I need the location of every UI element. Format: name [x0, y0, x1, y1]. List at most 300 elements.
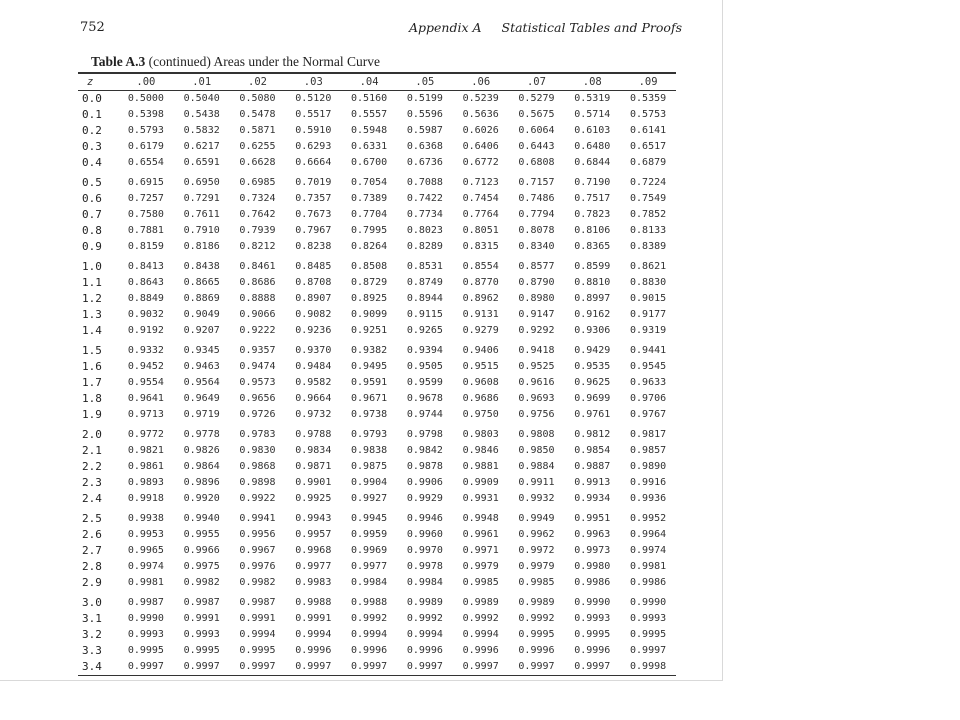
z-value-cell: 1.1: [82, 275, 102, 289]
area-value-cell: 0.9564: [183, 376, 220, 388]
area-value-cell: 0.9706: [630, 392, 667, 404]
area-value-cell: 0.9989: [406, 596, 443, 608]
area-value-cell: 0.7580: [127, 208, 164, 220]
area-value-cell: 0.9463: [183, 360, 220, 372]
area-value-cell: 0.8770: [462, 276, 499, 288]
area-value-cell: 0.9997: [406, 660, 443, 672]
area-value-cell: 0.8599: [574, 260, 611, 272]
area-value-cell: 0.9664: [295, 392, 332, 404]
table-row: [78, 322, 676, 338]
area-value-cell: 0.9918: [127, 492, 164, 504]
area-value-cell: 0.9744: [406, 408, 443, 420]
area-value-cell: 0.8749: [406, 276, 443, 288]
area-value-cell: 0.9838: [351, 444, 388, 456]
area-value-cell: 0.5438: [183, 108, 220, 120]
area-value-cell: 0.9913: [574, 476, 611, 488]
area-value-cell: 0.7881: [127, 224, 164, 236]
area-value-cell: 0.7852: [630, 208, 667, 220]
z-value-cell: 0.5: [82, 175, 102, 189]
area-value-cell: 0.9826: [183, 444, 220, 456]
area-value-cell: 0.9554: [127, 376, 164, 388]
area-value-cell: 0.9783: [239, 428, 276, 440]
area-value-cell: 0.9875: [351, 460, 388, 472]
area-value-cell: 0.9932: [518, 492, 555, 504]
area-value-cell: 0.8907: [295, 292, 332, 304]
area-value-cell: 0.7389: [351, 192, 388, 204]
area-value-cell: 0.9997: [518, 660, 555, 672]
area-value-cell: 0.9994: [462, 628, 499, 640]
running-head: [409, 20, 682, 35]
area-value-cell: 0.9871: [295, 460, 332, 472]
area-value-cell: 0.8485: [295, 260, 332, 272]
area-value-cell: 0.7611: [183, 208, 220, 220]
area-value-cell: 0.9959: [351, 528, 388, 540]
area-value-cell: 0.9015: [630, 292, 667, 304]
area-value-cell: 0.9962: [518, 528, 555, 540]
area-value-cell: 0.9793: [351, 428, 388, 440]
area-value-cell: 0.9345: [183, 344, 220, 356]
z-value-cell: 1.9: [82, 407, 102, 421]
z-value-cell: 2.2: [82, 459, 102, 473]
area-value-cell: 0.9987: [239, 596, 276, 608]
table-row: [78, 274, 676, 290]
area-value-cell: 0.9989: [462, 596, 499, 608]
area-value-cell: 0.9995: [183, 644, 220, 656]
area-value-cell: 0.9974: [127, 560, 164, 572]
area-value-cell: 0.9817: [630, 428, 667, 440]
area-value-cell: 0.5948: [351, 124, 388, 136]
area-value-cell: 0.6915: [127, 176, 164, 188]
area-value-cell: 0.9357: [239, 344, 276, 356]
area-value-cell: 0.9049: [183, 308, 220, 320]
area-value-cell: 0.9906: [406, 476, 443, 488]
area-value-cell: 0.8554: [462, 260, 499, 272]
area-value-cell: 0.8051: [462, 224, 499, 236]
area-value-cell: 0.8340: [518, 240, 555, 252]
area-value-cell: 0.9854: [574, 444, 611, 456]
area-value-cell: 0.9981: [630, 560, 667, 572]
area-value-cell: 0.9997: [239, 660, 276, 672]
area-value-cell: 0.9979: [462, 560, 499, 572]
area-value-cell: 0.6064: [518, 124, 555, 136]
area-value-cell: 0.8133: [630, 224, 667, 236]
area-value-cell: 0.9131: [462, 308, 499, 320]
area-value-cell: 0.8289: [406, 240, 443, 252]
area-value-cell: 0.6103: [574, 124, 611, 136]
area-value-cell: 0.7257: [127, 192, 164, 204]
column-header: .01: [192, 76, 212, 88]
area-value-cell: 0.9997: [630, 644, 667, 656]
running-head-title: Statistical Tables and Proofs: [501, 20, 682, 35]
area-value-cell: 0.9641: [127, 392, 164, 404]
area-value-cell: 0.6879: [630, 156, 667, 168]
area-value-cell: 0.7642: [239, 208, 276, 220]
z-value-cell: 2.7: [82, 543, 102, 557]
area-value-cell: 0.9761: [574, 408, 611, 420]
area-value-cell: 0.6179: [127, 140, 164, 152]
area-value-cell: 0.9977: [295, 560, 332, 572]
table-row: [78, 506, 676, 526]
table-row: [78, 170, 676, 190]
area-value-cell: 0.9983: [295, 576, 332, 588]
area-value-cell: 0.8621: [630, 260, 667, 272]
area-value-cell: 0.9812: [574, 428, 611, 440]
area-value-cell: 0.8438: [183, 260, 220, 272]
area-value-cell: 0.6736: [406, 156, 443, 168]
area-value-cell: 0.9953: [127, 528, 164, 540]
column-header: .07: [526, 76, 546, 88]
column-header: .06: [471, 76, 491, 88]
area-value-cell: 0.8078: [518, 224, 555, 236]
z-value-cell: 2.9: [82, 575, 102, 589]
area-value-cell: 0.9515: [462, 360, 499, 372]
area-value-cell: 0.9505: [406, 360, 443, 372]
area-value-cell: 0.8461: [239, 260, 276, 272]
area-value-cell: 0.9265: [406, 324, 443, 336]
area-value-cell: 0.8869: [183, 292, 220, 304]
area-value-cell: 0.6772: [462, 156, 499, 168]
z-value-cell: 0.4: [82, 155, 102, 169]
table-row: [78, 222, 676, 238]
area-value-cell: 0.7517: [574, 192, 611, 204]
area-value-cell: 0.8365: [574, 240, 611, 252]
table-bottom-rule: [78, 675, 676, 676]
table-label: Table A.3: [91, 54, 146, 69]
area-value-cell: 0.9909: [462, 476, 499, 488]
table-row: [78, 138, 676, 154]
area-value-cell: 0.8264: [351, 240, 388, 252]
area-value-cell: 0.9993: [574, 612, 611, 624]
area-value-cell: 0.9887: [574, 460, 611, 472]
table-row: [78, 526, 676, 542]
area-value-cell: 0.9995: [518, 628, 555, 640]
area-value-cell: 0.9971: [462, 544, 499, 556]
table-row: [78, 254, 676, 274]
area-value-cell: 0.9649: [183, 392, 220, 404]
area-value-cell: 0.7939: [239, 224, 276, 236]
area-value-cell: 0.7123: [462, 176, 499, 188]
table-row: [78, 238, 676, 254]
area-value-cell: 0.7794: [518, 208, 555, 220]
table-row: [78, 90, 676, 106]
area-value-cell: 0.9955: [183, 528, 220, 540]
area-value-cell: 0.9970: [406, 544, 443, 556]
area-value-cell: 0.6480: [574, 140, 611, 152]
area-value-cell: 0.9988: [295, 596, 332, 608]
column-header: .05: [415, 76, 435, 88]
area-value-cell: 0.9965: [127, 544, 164, 556]
table-row: [78, 558, 676, 574]
table-row: [78, 422, 676, 442]
area-value-cell: 0.5871: [239, 124, 276, 136]
z-value-cell: 3.0: [82, 595, 102, 609]
area-value-cell: 0.5596: [406, 108, 443, 120]
area-value-cell: 0.9616: [518, 376, 555, 388]
area-value-cell: 0.9934: [574, 492, 611, 504]
area-value-cell: 0.7357: [295, 192, 332, 204]
area-value-cell: 0.9966: [183, 544, 220, 556]
area-value-cell: 0.9864: [183, 460, 220, 472]
area-value-cell: 0.9979: [518, 560, 555, 572]
area-value-cell: 0.7019: [295, 176, 332, 188]
area-value-cell: 0.9975: [183, 560, 220, 572]
area-value-cell: 0.9992: [518, 612, 555, 624]
area-value-cell: 0.5199: [406, 92, 443, 104]
area-value-cell: 0.5793: [127, 124, 164, 136]
area-value-cell: 0.9788: [295, 428, 332, 440]
table-row: [78, 390, 676, 406]
z-value-cell: 3.3: [82, 643, 102, 657]
area-value-cell: 0.7734: [406, 208, 443, 220]
column-header: .09: [638, 76, 658, 88]
area-value-cell: 0.7823: [574, 208, 611, 220]
area-value-cell: 0.9916: [630, 476, 667, 488]
area-value-cell: 0.9974: [630, 544, 667, 556]
area-value-cell: 0.9535: [574, 360, 611, 372]
area-value-cell: 0.9996: [462, 644, 499, 656]
z-value-cell: 0.6: [82, 191, 102, 205]
area-value-cell: 0.7486: [518, 192, 555, 204]
area-value-cell: 0.6628: [239, 156, 276, 168]
area-value-cell: 0.9066: [239, 308, 276, 320]
area-value-cell: 0.9952: [630, 512, 667, 524]
area-value-cell: 0.9922: [239, 492, 276, 504]
area-value-cell: 0.9911: [518, 476, 555, 488]
table-row: [78, 626, 676, 642]
area-value-cell: 0.9980: [574, 560, 611, 572]
area-value-cell: 0.9991: [239, 612, 276, 624]
area-value-cell: 0.9115: [406, 308, 443, 320]
z-value-cell: 1.2: [82, 291, 102, 305]
area-value-cell: 0.6368: [406, 140, 443, 152]
area-value-cell: 0.9236: [295, 324, 332, 336]
area-value-cell: 0.9429: [574, 344, 611, 356]
z-value-cell: 1.3: [82, 307, 102, 321]
z-value-cell: 2.4: [82, 491, 102, 505]
area-value-cell: 0.7995: [351, 224, 388, 236]
area-value-cell: 0.9997: [462, 660, 499, 672]
area-value-cell: 0.9861: [127, 460, 164, 472]
area-value-cell: 0.6026: [462, 124, 499, 136]
area-value-cell: 0.9834: [295, 444, 332, 456]
table-row: [78, 374, 676, 390]
area-value-cell: 0.8106: [574, 224, 611, 236]
area-value-cell: 0.9986: [630, 576, 667, 588]
area-value-cell: 0.9988: [351, 596, 388, 608]
area-value-cell: 0.9474: [239, 360, 276, 372]
area-value-cell: 0.9996: [406, 644, 443, 656]
area-value-cell: 0.9991: [183, 612, 220, 624]
area-value-cell: 0.9441: [630, 344, 667, 356]
area-value-cell: 0.9162: [574, 308, 611, 320]
z-value-cell: 1.6: [82, 359, 102, 373]
area-value-cell: 0.7673: [295, 208, 332, 220]
area-value-cell: 0.9927: [351, 492, 388, 504]
area-value-cell: 0.9946: [406, 512, 443, 524]
area-value-cell: 0.6293: [295, 140, 332, 152]
table-row: [78, 306, 676, 322]
area-value-cell: 0.5557: [351, 108, 388, 120]
area-value-cell: 0.9941: [239, 512, 276, 524]
area-value-cell: 0.8643: [127, 276, 164, 288]
area-value-cell: 0.8238: [295, 240, 332, 252]
area-value-cell: 0.8159: [127, 240, 164, 252]
area-value-cell: 0.9995: [127, 644, 164, 656]
z-value-cell: 3.1: [82, 611, 102, 625]
area-value-cell: 0.9881: [462, 460, 499, 472]
table-row: [78, 190, 676, 206]
area-value-cell: 0.9418: [518, 344, 555, 356]
z-value-cell: 0.9: [82, 239, 102, 253]
area-value-cell: 0.9997: [574, 660, 611, 672]
area-value-cell: 0.9990: [574, 596, 611, 608]
area-value-cell: 0.9738: [351, 408, 388, 420]
area-value-cell: 0.6844: [574, 156, 611, 168]
area-value-cell: 0.9292: [518, 324, 555, 336]
area-value-cell: 0.9920: [183, 492, 220, 504]
area-value-cell: 0.7910: [183, 224, 220, 236]
area-value-cell: 0.9990: [127, 612, 164, 624]
area-value-cell: 0.9726: [239, 408, 276, 420]
area-value-cell: 0.9972: [518, 544, 555, 556]
z-value-cell: 0.0: [82, 91, 102, 105]
area-value-cell: 0.9177: [630, 308, 667, 320]
area-value-cell: 0.6255: [239, 140, 276, 152]
area-value-cell: 0.8531: [406, 260, 443, 272]
z-value-cell: 2.6: [82, 527, 102, 541]
area-value-cell: 0.6331: [351, 140, 388, 152]
area-value-cell: 0.9803: [462, 428, 499, 440]
area-value-cell: 0.9756: [518, 408, 555, 420]
area-value-cell: 0.9573: [239, 376, 276, 388]
area-value-cell: 0.9279: [462, 324, 499, 336]
z-value-cell: 1.5: [82, 343, 102, 357]
z-column-header: z: [87, 76, 94, 88]
area-value-cell: 0.9495: [351, 360, 388, 372]
area-value-cell: 0.9994: [239, 628, 276, 640]
z-value-cell: 0.8: [82, 223, 102, 237]
z-value-cell: 1.0: [82, 259, 102, 273]
area-value-cell: 0.9382: [351, 344, 388, 356]
area-value-cell: 0.7549: [630, 192, 667, 204]
area-value-cell: 0.6808: [518, 156, 555, 168]
area-value-cell: 0.7967: [295, 224, 332, 236]
table-row: [78, 574, 676, 590]
area-value-cell: 0.6443: [518, 140, 555, 152]
area-value-cell: 0.5832: [183, 124, 220, 136]
z-value-cell: 2.1: [82, 443, 102, 457]
area-value-cell: 0.5517: [295, 108, 332, 120]
column-header: .03: [303, 76, 323, 88]
area-value-cell: 0.9996: [351, 644, 388, 656]
area-value-cell: 0.8708: [295, 276, 332, 288]
area-value-cell: 0.9671: [351, 392, 388, 404]
area-value-cell: 0.9893: [127, 476, 164, 488]
area-value-cell: 0.7422: [406, 192, 443, 204]
area-value-cell: 0.8810: [574, 276, 611, 288]
table-row: [78, 442, 676, 458]
area-value-cell: 0.6700: [351, 156, 388, 168]
area-value-cell: 0.8315: [462, 240, 499, 252]
area-value-cell: 0.9898: [239, 476, 276, 488]
area-value-cell: 0.8023: [406, 224, 443, 236]
area-value-cell: 0.9992: [462, 612, 499, 624]
area-value-cell: 0.8665: [183, 276, 220, 288]
area-value-cell: 0.9984: [406, 576, 443, 588]
normal-curve-table: [78, 74, 676, 674]
area-value-cell: 0.9525: [518, 360, 555, 372]
area-value-cell: 0.9961: [462, 528, 499, 540]
area-value-cell: 0.9992: [351, 612, 388, 624]
area-value-cell: 0.9370: [295, 344, 332, 356]
area-value-cell: 0.9995: [630, 628, 667, 640]
area-value-cell: 0.7088: [406, 176, 443, 188]
area-value-cell: 0.9678: [406, 392, 443, 404]
area-value-cell: 0.7054: [351, 176, 388, 188]
area-value-cell: 0.9452: [127, 360, 164, 372]
area-value-cell: 0.9997: [183, 660, 220, 672]
area-value-cell: 0.9996: [518, 644, 555, 656]
area-value-cell: 0.9945: [351, 512, 388, 524]
area-value-cell: 0.9901: [295, 476, 332, 488]
area-value-cell: 0.9963: [574, 528, 611, 540]
area-value-cell: 0.9484: [295, 360, 332, 372]
area-value-cell: 0.9951: [574, 512, 611, 524]
area-value-cell: 0.9251: [351, 324, 388, 336]
area-value-cell: 0.9977: [351, 560, 388, 572]
area-value-cell: 0.9987: [183, 596, 220, 608]
area-value-cell: 0.8790: [518, 276, 555, 288]
area-value-cell: 0.5239: [462, 92, 499, 104]
table-row: [78, 642, 676, 658]
z-value-cell: 0.7: [82, 207, 102, 221]
table-row: [78, 206, 676, 222]
area-value-cell: 0.9998: [630, 660, 667, 672]
area-value-cell: 0.9821: [127, 444, 164, 456]
area-value-cell: 0.8212: [239, 240, 276, 252]
z-value-cell: 0.1: [82, 107, 102, 121]
area-value-cell: 0.9996: [574, 644, 611, 656]
table-row: [78, 458, 676, 474]
area-value-cell: 0.9719: [183, 408, 220, 420]
area-value-cell: 0.7454: [462, 192, 499, 204]
area-value-cell: 0.9394: [406, 344, 443, 356]
area-value-cell: 0.9994: [406, 628, 443, 640]
area-value-cell: 0.9948: [462, 512, 499, 524]
table-caption: (continued) Areas under the Normal Curve: [148, 54, 380, 69]
area-value-cell: 0.5675: [518, 108, 555, 120]
area-value-cell: 0.9890: [630, 460, 667, 472]
area-value-cell: 0.9798: [406, 428, 443, 440]
area-value-cell: 0.9884: [518, 460, 555, 472]
area-value-cell: 0.9850: [518, 444, 555, 456]
table-row: [78, 610, 676, 626]
area-value-cell: 0.9995: [239, 644, 276, 656]
area-value-cell: 0.9997: [295, 660, 332, 672]
area-value-cell: 0.8980: [518, 292, 555, 304]
area-value-cell: 0.9319: [630, 324, 667, 336]
area-value-cell: 0.9949: [518, 512, 555, 524]
z-value-cell: 0.2: [82, 123, 102, 137]
area-value-cell: 0.9960: [406, 528, 443, 540]
area-value-cell: 0.8413: [127, 260, 164, 272]
area-value-cell: 0.9207: [183, 324, 220, 336]
area-value-cell: 0.8186: [183, 240, 220, 252]
area-value-cell: 0.9582: [295, 376, 332, 388]
area-value-cell: 0.9987: [127, 596, 164, 608]
table-row: [78, 358, 676, 374]
area-value-cell: 0.6517: [630, 140, 667, 152]
